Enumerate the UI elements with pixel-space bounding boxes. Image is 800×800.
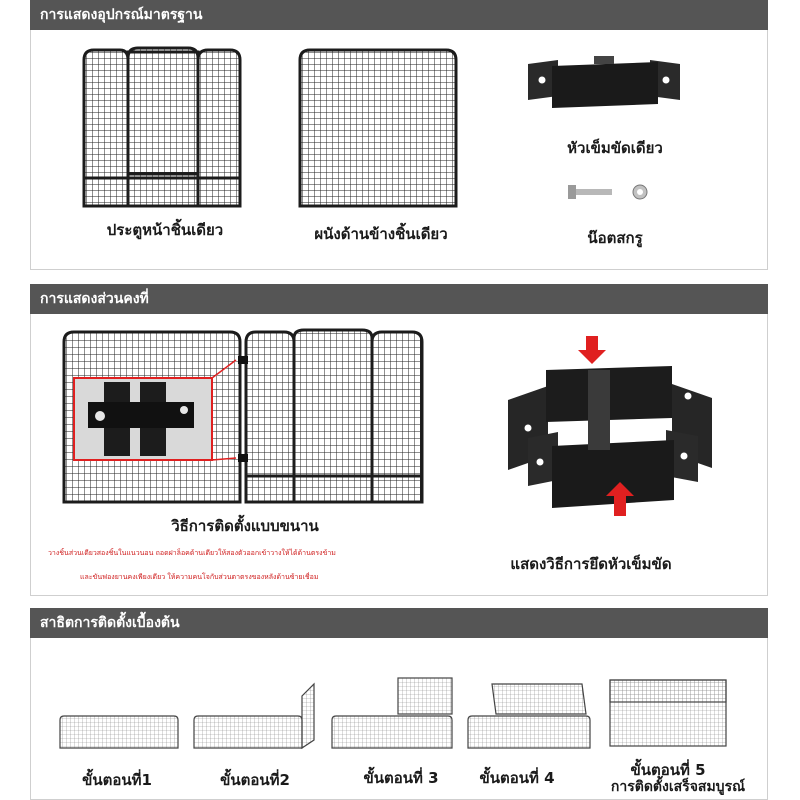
door-panel-label: ประตูหน้าชิ้นเดียว [106,221,224,239]
side-panel-image [296,46,460,210]
step-5-subtitle: การติดตั้งเสร็จสมบูรณ์ [610,779,746,795]
section-title-accessories: การแสดงอุปกรณ์มาตรฐาน [30,0,768,30]
section-title-demo: สาธิตการติดตั้งเบื้องต้น [30,608,768,638]
clamp-assembly-image [498,330,722,526]
step-4-label: ขั้นตอนที่ 4 [479,769,555,787]
clamp-method-label: แสดงวิธีการยึดหัวเข็มขัด [510,555,672,573]
installation-steps-image [54,674,744,754]
install-note-line2: และขันฟองยานคงเพียงเดียว ให้ความคนโจกับส่วนตาตรงของหลังด้านซ้ายเชื่อม [80,573,319,581]
bolts-label: น๊อตสกรู [587,229,643,247]
parallel-install-label: วิธีการติดตั้งแบบขนาน [171,517,319,535]
install-note-line1: วางชิ้นส่วนเดียวสองชิ้นในแนวนอน ถอดฝาล็อคด้านเดียวให้สองตัวออกเข้าวางให้ได้ด้านตรงข้าม [48,549,336,557]
clamp-label: หัวเข็มขัดเดียว [567,139,663,157]
step-1-label: ขั้นตอนที่1 [82,771,152,789]
step-3-label: ขั้นตอนที่ 3 [363,769,439,787]
connected-panels-image [60,326,428,506]
bolt-nut-image [564,180,664,204]
section-title-parts: การแสดงส่วนคงที่ [30,284,768,314]
side-panel-label: ผนังด้านข้างชิ้นเดียว [314,225,448,243]
clamp-image [524,54,684,110]
step-2-label: ขั้นตอนที่2 [220,771,290,789]
step-5-label: ขั้นตอนที่ 5 [630,761,706,779]
door-panel-image [80,46,244,210]
